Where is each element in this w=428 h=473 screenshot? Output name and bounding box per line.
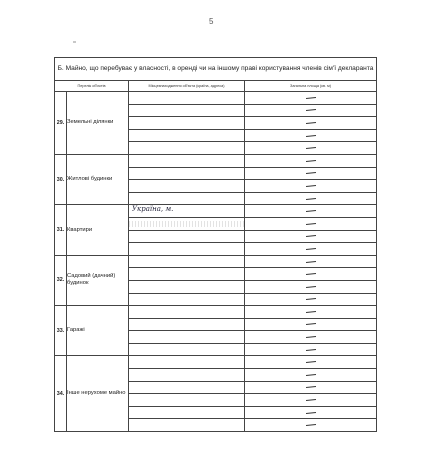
area-cell	[245, 280, 377, 293]
area-cell	[245, 293, 377, 306]
empty-dash-mark	[305, 185, 315, 187]
table-row	[55, 205, 377, 218]
location-cell	[129, 369, 245, 382]
table-title: Б. Майно, що перебуває у власності, в оренді чи на іншому праві користування членів сім'ї декларанта	[55, 58, 377, 81]
empty-dash-mark	[305, 147, 315, 149]
empty-dash-mark	[305, 122, 315, 124]
area-cell	[245, 394, 377, 407]
area-cell	[245, 419, 377, 432]
location-cell	[129, 192, 245, 205]
section-name: Гаражі	[67, 306, 129, 356]
empty-dash-mark	[305, 412, 315, 414]
location-cell	[129, 142, 245, 155]
area-cell	[245, 230, 377, 243]
empty-dash-mark	[305, 399, 315, 401]
table-body	[55, 58, 377, 432]
empty-dash-mark	[305, 349, 315, 351]
location-cell	[129, 243, 245, 256]
empty-dash-mark	[305, 260, 315, 262]
page-number: 5	[209, 17, 214, 26]
title-row	[55, 58, 377, 81]
area-cell	[245, 306, 377, 319]
area-cell	[245, 92, 377, 105]
area-cell	[245, 356, 377, 369]
area-cell	[245, 381, 377, 394]
area-cell	[245, 167, 377, 180]
section-name: Квартири	[67, 205, 129, 255]
location-cell	[129, 104, 245, 117]
location-cell	[129, 280, 245, 293]
empty-dash-mark	[305, 135, 315, 137]
area-cell	[245, 243, 377, 256]
table-row	[55, 356, 377, 369]
table-row	[55, 92, 377, 105]
section-name: Інше нерухоме майно	[67, 356, 129, 432]
empty-dash-mark	[305, 160, 315, 162]
area-cell	[245, 192, 377, 205]
location-cell	[129, 356, 245, 369]
header-row	[55, 81, 377, 92]
location-cell	[129, 318, 245, 331]
scan-speck	[73, 41, 76, 43]
table-row	[55, 306, 377, 319]
location-cell	[129, 306, 245, 319]
area-cell	[245, 117, 377, 130]
table-row	[55, 255, 377, 268]
section-name: Житлові будинки	[67, 154, 129, 204]
empty-dash-mark	[305, 361, 315, 363]
empty-dash-mark	[305, 273, 315, 275]
section-number: 29.	[55, 92, 67, 155]
area-cell	[245, 217, 377, 230]
location-cell	[129, 419, 245, 432]
location-cell	[129, 205, 245, 218]
empty-dash-mark	[305, 223, 315, 225]
empty-dash-mark	[305, 386, 315, 388]
empty-dash-mark	[305, 424, 315, 426]
location-cell	[129, 230, 245, 243]
area-cell	[245, 369, 377, 382]
location-cell	[129, 343, 245, 356]
section-number: 31.	[55, 205, 67, 255]
location-cell	[129, 167, 245, 180]
location-cell	[129, 92, 245, 105]
header-object: Перелік об'єктів	[55, 81, 129, 92]
empty-dash-mark	[305, 109, 315, 111]
property-table	[54, 57, 377, 432]
location-cell	[129, 217, 245, 230]
location-cell	[129, 154, 245, 167]
location-cell	[129, 255, 245, 268]
header-area: Загальна площа (кв. м)	[245, 81, 377, 92]
empty-dash-mark	[305, 298, 315, 300]
location-cell	[129, 381, 245, 394]
area-cell	[245, 205, 377, 218]
area-cell	[245, 180, 377, 193]
location-cell	[129, 394, 245, 407]
location-cell	[129, 268, 245, 281]
table-row	[55, 154, 377, 167]
empty-dash-mark	[305, 97, 315, 99]
empty-dash-mark	[305, 286, 315, 288]
location-cell	[129, 406, 245, 419]
area-cell	[245, 318, 377, 331]
empty-dash-mark	[305, 172, 315, 174]
header-location: Місцезнаходження об'єкта (країна, адреса)	[129, 81, 245, 92]
empty-dash-mark	[305, 210, 315, 212]
section-number: 30.	[55, 154, 67, 204]
location-cell	[129, 180, 245, 193]
section-number: 33.	[55, 306, 67, 356]
area-cell	[245, 343, 377, 356]
section-number: 34.	[55, 356, 67, 432]
area-cell	[245, 268, 377, 281]
redacted-mark	[129, 221, 244, 227]
location-cell	[129, 293, 245, 306]
empty-dash-mark	[305, 198, 315, 200]
handwritten-entry: Україна, м.	[132, 205, 174, 214]
empty-dash-mark	[305, 235, 315, 237]
area-cell	[245, 255, 377, 268]
empty-dash-mark	[305, 323, 315, 325]
section-name: Садовий (дачний) будинок	[67, 255, 129, 305]
section-number: 32.	[55, 255, 67, 305]
area-cell	[245, 154, 377, 167]
area-cell	[245, 406, 377, 419]
area-cell	[245, 331, 377, 344]
area-cell	[245, 129, 377, 142]
area-cell	[245, 142, 377, 155]
location-cell	[129, 331, 245, 344]
area-cell	[245, 104, 377, 117]
empty-dash-mark	[305, 374, 315, 376]
empty-dash-mark	[305, 248, 315, 250]
location-cell	[129, 117, 245, 130]
section-name: Земельні ділянки	[67, 92, 129, 155]
location-cell	[129, 129, 245, 142]
empty-dash-mark	[305, 311, 315, 313]
empty-dash-mark	[305, 336, 315, 338]
